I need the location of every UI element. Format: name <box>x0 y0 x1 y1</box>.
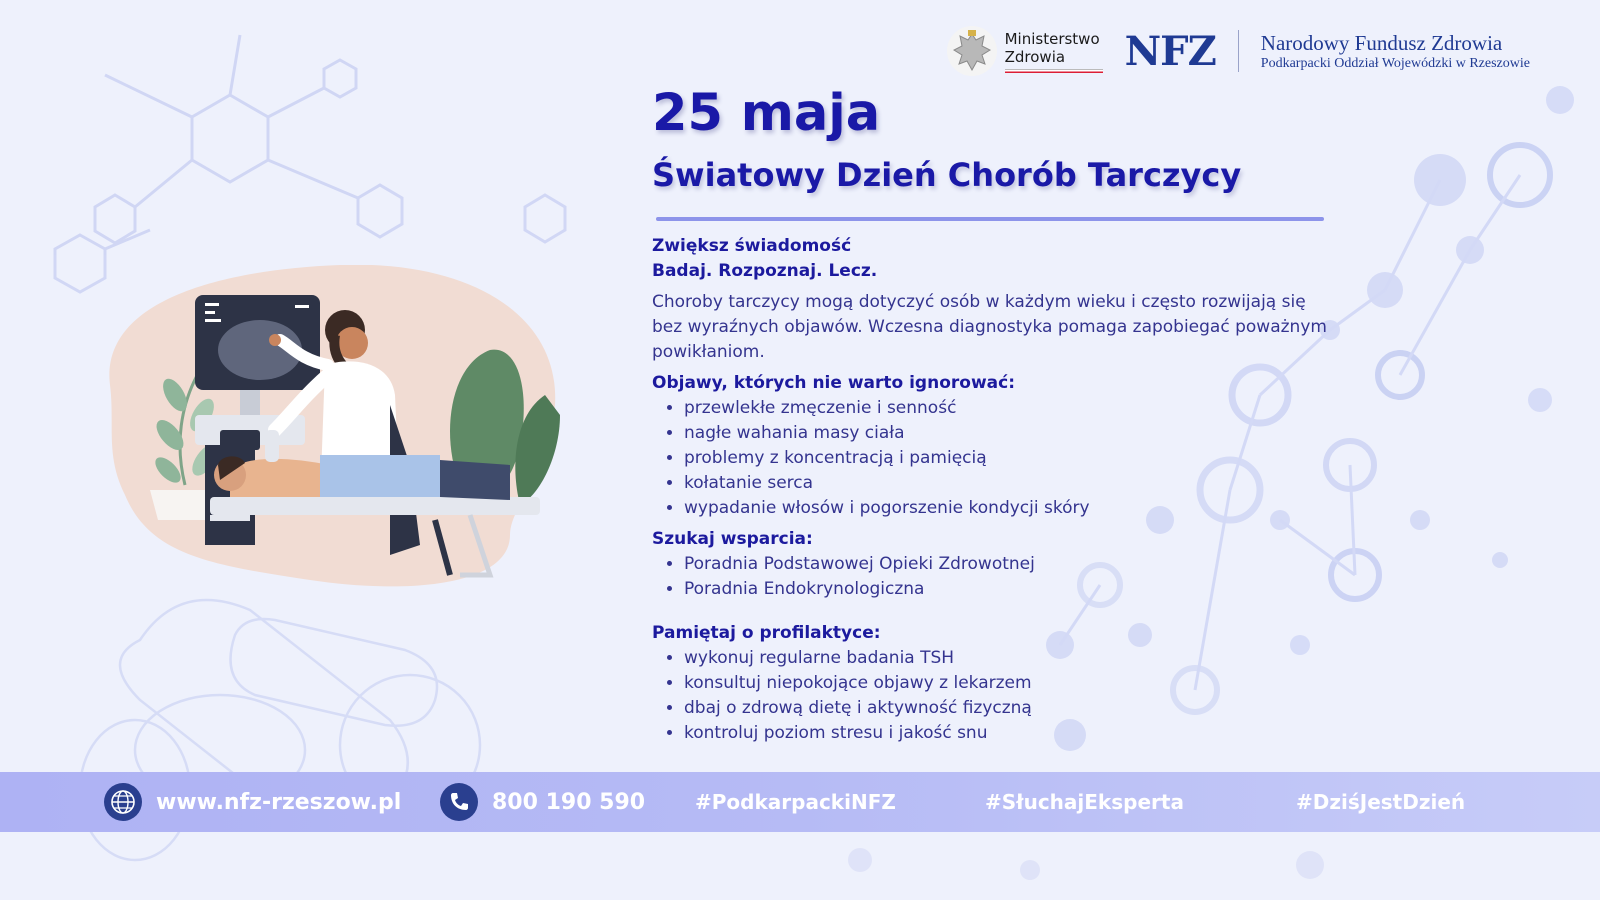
globe-icon <box>104 783 142 821</box>
list-item: • nagłe wahania masy ciała <box>684 421 1332 446</box>
footer-band <box>0 772 1600 832</box>
prevention-section <box>652 621 1332 746</box>
phone-text: 800 190 590 <box>492 789 646 815</box>
nfz-full-name: Narodowy Fundusz Zdrowia <box>1260 30 1503 55</box>
list-item: • dbaj o zdrową dietę i aktywność fizyczną <box>684 696 1332 721</box>
prevention-list <box>652 646 1332 746</box>
list-item: • kołatanie serca <box>684 471 1332 496</box>
support-section <box>652 527 1332 602</box>
list-item: • kontroluj poziom stresu i jakość snu <box>684 721 1332 746</box>
website-text: www.nfz-rzeszow.pl <box>156 789 402 815</box>
content-block <box>652 234 1332 746</box>
list-item: • wykonuj regularne badania TSH <box>684 646 1332 671</box>
symptoms-list <box>652 396 1332 521</box>
ministry-name-line1: Ministerstwo <box>1004 29 1100 48</box>
prevention-heading: Pamiętaj o profilaktyce: <box>652 623 881 643</box>
ultrasound-illustration <box>90 265 570 595</box>
header-logos <box>945 24 1530 78</box>
nfz-branch-name: Podkarpacki Oddział Wojewódzki w Rzeszowie <box>1260 55 1530 71</box>
list-item: • wypadanie włosów i pogorszenie kondycji skóry <box>684 496 1332 521</box>
eagle-emblem-icon <box>945 24 999 78</box>
list-item: • konsultuj niepokojące objawy z lekarzem <box>684 671 1332 696</box>
support-list <box>652 552 1332 602</box>
list-item: • Poradnia Endokrynologiczna <box>684 577 1332 602</box>
ministry-logo <box>945 24 1103 78</box>
phone-icon <box>440 783 478 821</box>
ministry-name-line2: Zdrowia <box>1004 47 1066 66</box>
hashtag-sluchajeksperta[interactable]: #SłuchajEksperta <box>985 790 1184 814</box>
symptoms-heading: Objawy, których nie warto ignorować: <box>652 373 1015 393</box>
list-item: • Poradnia Podstawowej Opieki Zdrowotnej <box>684 552 1332 577</box>
tagline-motto: Badaj. Rozpoznaj. Lecz. <box>652 261 878 281</box>
support-heading: Szukaj wsparcia: <box>652 529 813 549</box>
tagline-awareness: Zwiększ świadomość <box>652 236 852 256</box>
hashtag-dzisjestdzien[interactable]: #DziśJestDzień <box>1296 790 1466 814</box>
event-date: 25 maja <box>652 84 881 143</box>
list-item: • problemy z koncentracją i pamięcią <box>684 446 1332 471</box>
phone-link[interactable] <box>440 772 645 832</box>
list-item: • przewlekłe zmęczenie i senność <box>684 396 1332 421</box>
intro-paragraph: Choroby tarczycy mogą dotyczyć osób w każdym wieku i często rozwijają się bez wyraźnych objawów. Wczesna diagnostyka pomaga zapobiegać poważnym powikłaniom. <box>652 292 1327 362</box>
symptoms-section <box>652 371 1332 521</box>
hashtag-podkarpackinfz[interactable]: #PodkarpackiNFZ <box>695 790 896 814</box>
title-divider <box>656 217 1324 221</box>
event-title: Światowy Dzień Chorób Tarczycy <box>652 156 1242 194</box>
website-link[interactable] <box>104 772 401 832</box>
ministry-flag-line <box>1005 69 1103 73</box>
nfz-logo: NFZ <box>1124 27 1216 75</box>
logo-divider <box>1238 30 1239 72</box>
nfz-name-block <box>1261 31 1530 72</box>
